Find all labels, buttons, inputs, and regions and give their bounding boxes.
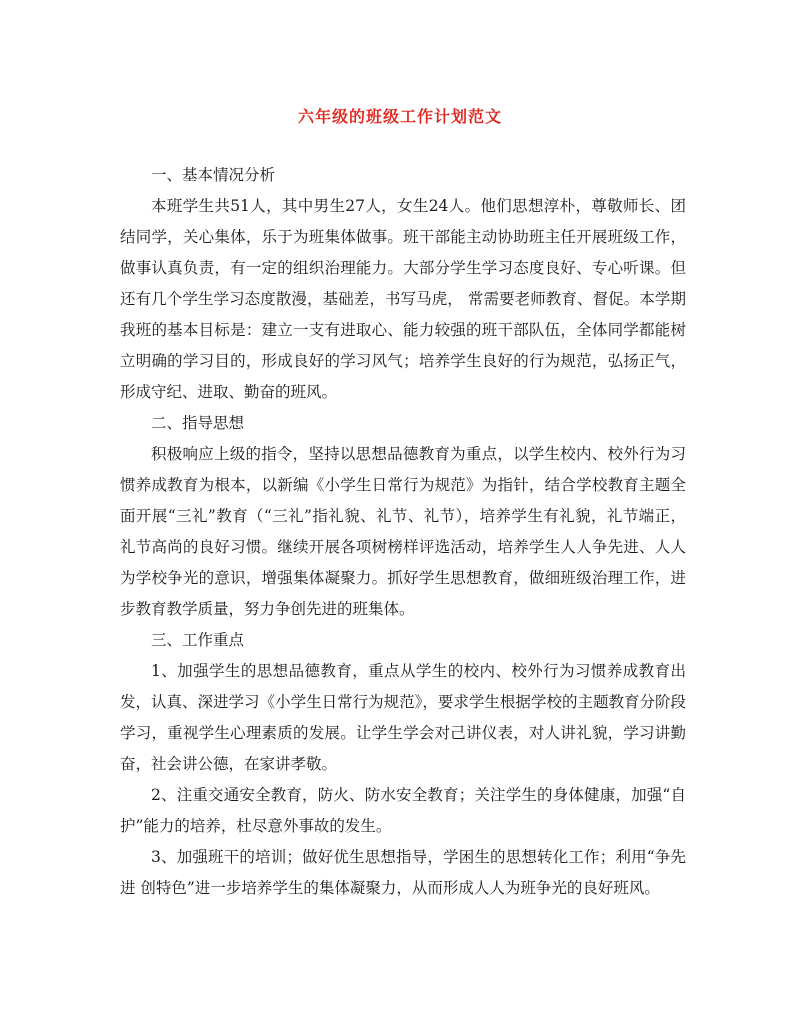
section-guiding-thought — [120, 408, 686, 625]
paragraph: 积极响应上级的指令，坚持以思想品德教育为重点，以学生校内、校外行为习惯养成教育为根本，以新编《小学生日常行为规范》为指针，结合学校教育主题全面开展“三礼”教育（“三礼”指礼貌、礼节、礼节），培养学生有礼貌，礼节端正，礼节高尚的良好习惯。继续开展各项树榜样评选活动，培养学生人人争先进、人人为学校争光的意识，增强集体凝聚力。抓好学生思想教育，做细班级治理工作，进步教育教学质量，努力争创先进的班集体。 — [120, 445, 686, 618]
document-body — [120, 160, 686, 904]
section-basic-analysis — [120, 160, 686, 408]
paragraph: 3、加强班干的培训；做好优生思想指导，学困生的思想转化工作；利用“争先进 创特色”进一步培养学生的集体凝聚力，从而形成人人为班争光的良好班风。 — [120, 848, 686, 897]
paragraph: 2、注重交通安全教育，防火、防水安全教育；关注学生的身体健康，加强“自护”能力的培养，杜尽意外事故的发生。 — [120, 786, 686, 835]
document-title: 六年级的班级工作计划范文 — [297, 107, 502, 126]
section-heading: 一、基本情况分析 — [151, 166, 276, 184]
section-heading: 二、指导思想 — [151, 414, 245, 432]
paragraph: 1、加强学生的思想品德教育，重点从学生的校内、校外行为习惯养成教育出发，认真、深进学习《小学生日常行为规范》，要求学生根据学校的主题教育分阶段学习，重视学生心理素质的发展。让学生学会对己讲仪表，对人讲礼貌，学习讲勤奋，社会讲公德，在家讲孝敬。 — [120, 662, 686, 773]
section-heading: 三、工作重点 — [151, 631, 245, 649]
section-work-focus — [120, 625, 686, 904]
paragraph: 本班学生共51人，其中男生27人，女生24人。他们思想淳朴，尊敬师长、团结同学，关心集体，乐于为班集体做事。班干部能主动协助班主任开展班级工作，做事认真负责，有一定的组织治理能力。大部分学生学习态度良好、专心听课。但还有几个学生学习态度散漫，基础差，书写马虎， 常需要老师教育、督促。本学期我班的基本目标是：建立一支有进取心、能力较强的班干部队伍，全体同学都能树立明确的学习目的，形成良好的学习风气；培养学生良好的行为规范，弘扬正气，形成守纪、进取、勤奋的班风。 — [120, 197, 686, 401]
